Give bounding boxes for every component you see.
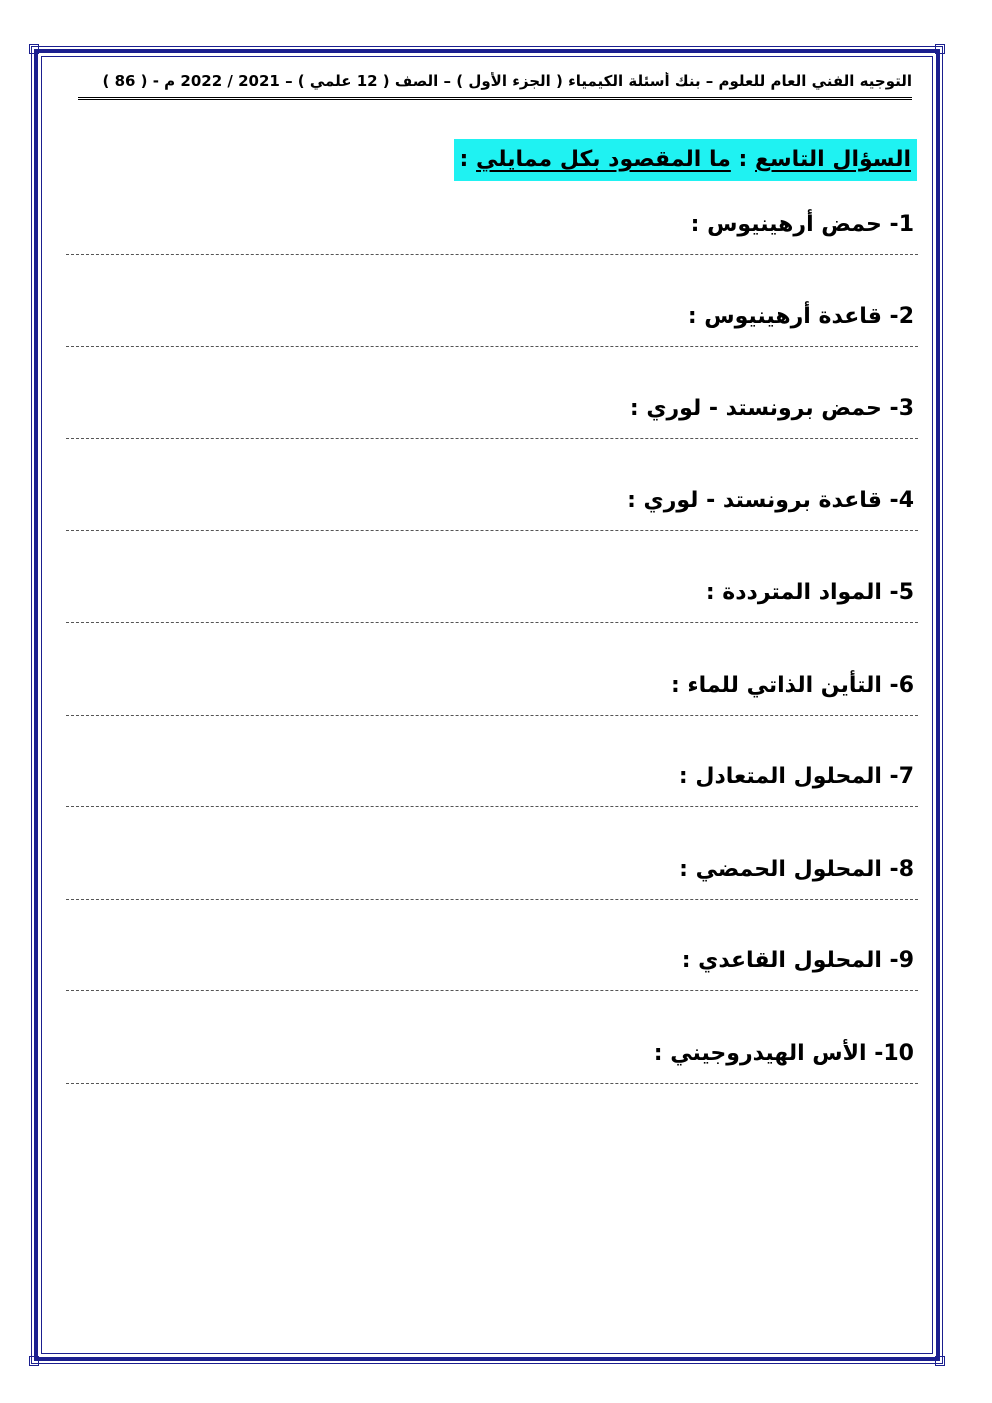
item-label: 3- حمض برونستد - لوري :: [629, 396, 914, 421]
question-item-3: [66, 394, 918, 424]
answer-line[interactable]: [66, 622, 918, 623]
answer-line[interactable]: [66, 438, 918, 439]
question-item-6: [66, 671, 918, 701]
question-item-1: [66, 210, 918, 240]
item-label: 4- قاعدة برونستد - لوري :: [627, 488, 914, 513]
question-item-2: [66, 302, 918, 332]
question-item-5: [66, 578, 918, 608]
question-end-colon: :: [459, 147, 469, 172]
question-prompt: ما المقصود بكل ممايلي: [476, 147, 731, 172]
item-label: 7- المحلول المتعادل :: [678, 764, 914, 789]
answer-line[interactable]: [66, 899, 918, 900]
answer-line[interactable]: [66, 346, 918, 347]
question-number: السؤال التاسع: [755, 147, 911, 172]
answer-line[interactable]: [66, 806, 918, 807]
border-corner-bottom-left: [29, 1356, 39, 1366]
answer-line[interactable]: [66, 1083, 918, 1084]
question-item-7: [66, 762, 918, 792]
item-label: 5- المواد المترددة :: [705, 580, 914, 605]
item-label: 6- التأين الذاتي للماء :: [670, 673, 914, 698]
answer-line[interactable]: [66, 254, 918, 255]
item-label: 2- قاعدة أرهينيوس :: [687, 304, 914, 329]
question-item-4: [66, 486, 918, 516]
page-border-inner: [41, 56, 933, 1354]
answer-line[interactable]: [66, 530, 918, 531]
question-separator: :: [738, 147, 748, 172]
answer-line[interactable]: [66, 990, 918, 991]
question-item-9: [66, 946, 918, 976]
question-title: [454, 139, 917, 181]
page-header: التوجيه الفني العام للعلوم – بنك أسئلة الكيمياء ( الجزء الأول ) – الصف ( 12 علمي ) – 2021 / 2022 م - ( 86 ): [102, 72, 912, 90]
answer-line[interactable]: [66, 715, 918, 716]
question-item-10: [66, 1039, 918, 1069]
item-label: 10- الأس الهيدروجيني :: [653, 1041, 914, 1066]
border-corner-bottom-right: [935, 1356, 945, 1366]
item-label: 8- المحلول الحمضي :: [679, 857, 914, 882]
item-label: 9- المحلول القاعدي :: [681, 948, 914, 973]
border-corner-top-left: [29, 44, 39, 54]
border-corner-top-right: [935, 44, 945, 54]
question-item-8: [66, 855, 918, 885]
item-label: 1- حمض أرهينيوس :: [690, 212, 914, 237]
header-divider: [78, 97, 912, 100]
